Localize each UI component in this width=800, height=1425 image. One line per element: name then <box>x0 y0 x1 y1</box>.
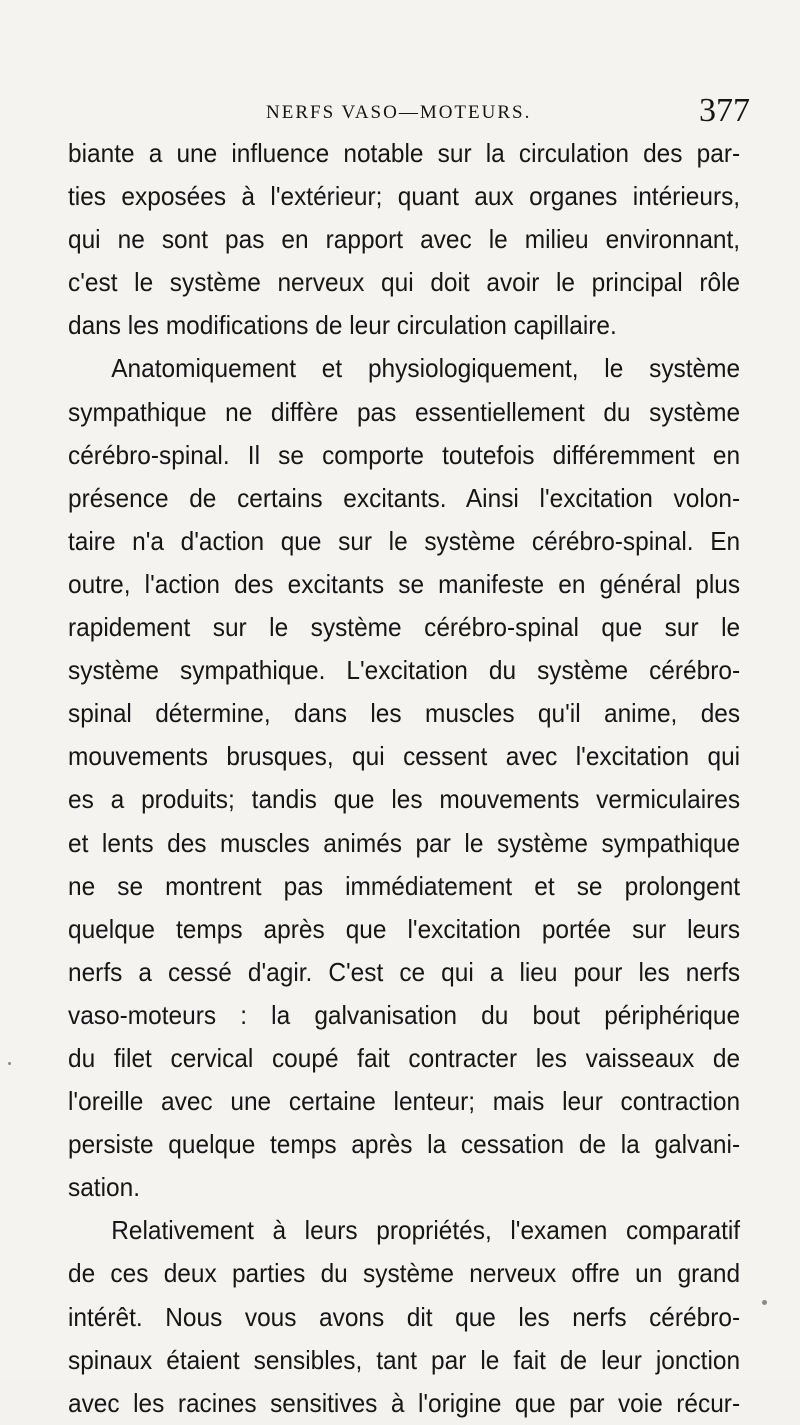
text-line: biante a une influence notable sur la circulation des par- <box>68 138 741 168</box>
text-line: quelque temps après que l'excitation portée sur leurs <box>68 913 741 944</box>
text-line: sation. <box>68 1172 141 1203</box>
text-line: outre, l'action des excitants se manifeste en général plus <box>68 568 741 599</box>
text-line: es a produits; tandis que les mouvements vermiculaires <box>68 784 741 815</box>
text-line: présence de certains excitants. Ainsi l'excitation volon- <box>68 482 741 513</box>
text-line: et lents des muscles animés par le système sympathique <box>68 827 741 858</box>
text-line: Anatomiquement et physiologiquement, le système <box>111 353 741 384</box>
text-line: rapidement sur le système cérébro-spinal que sur le <box>68 612 741 643</box>
text-line: ties exposées à l'extérieur; quant aux organes intérieurs, <box>68 181 741 212</box>
text-line: persiste quelque temps après la cessation de la galvani- <box>68 1129 741 1160</box>
text-line: taire n'a d'action que sur le système cérébro-spinal. En <box>68 525 741 556</box>
text-line: du filet cervical coupé fait contracter les vaisseaux de <box>68 1042 741 1073</box>
page-number: 377 <box>699 92 750 129</box>
text-line: cérébro-spinal. Il se comporte toutefois différemment en <box>68 439 741 470</box>
text-line: spinaux étaient sensibles, tant par le fait de leur jonction <box>68 1344 741 1375</box>
running-title: NERFS VASO—MOTEURS. <box>266 102 532 123</box>
text-line: c'est le système nerveux qui doit avoir le principal rôle <box>68 267 741 298</box>
text-line: qui ne sont pas en rapport avec le milieu environnant, <box>68 224 741 255</box>
text-line: avec les racines sensitives à l'origine que par voie récur- <box>68 1387 741 1418</box>
text-line: de ces deux parties du système nerveux offre un grand <box>68 1258 741 1289</box>
text-line: intérêt. Nous vous avons dit que les nerfs cérébro- <box>68 1301 741 1332</box>
text-line: Relativement à leurs propriétés, l'examen comparatif <box>111 1215 741 1246</box>
text-line: sympathique ne diffère pas essentiellement du système <box>68 396 741 427</box>
text-line: nerfs a cessé d'agir. C'est ce qui a lieu pour les nerfs <box>68 956 741 987</box>
text-line: spinal détermine, dans les muscles qu'il anime, des <box>68 698 741 729</box>
page-header <box>0 92 800 132</box>
text-line: système sympathique. L'excitation du système cérébro- <box>68 655 741 686</box>
text-line: l'oreille avec une certaine lenteur; mais leur contraction <box>68 1086 741 1117</box>
text-line: dans les modifications de leur circulation capillaire. <box>68 310 617 341</box>
paper-speck <box>8 1062 11 1065</box>
text-line: mouvements brusques, qui cessent avec l'excitation qui <box>68 741 741 772</box>
text-line: vaso-moteurs : la galvanisation du bout périphérique <box>68 999 741 1030</box>
paper-speck <box>762 1300 767 1305</box>
text-line: ne se montrent pas immédiatement et se prolongent <box>68 870 741 901</box>
body-text <box>68 132 740 1425</box>
